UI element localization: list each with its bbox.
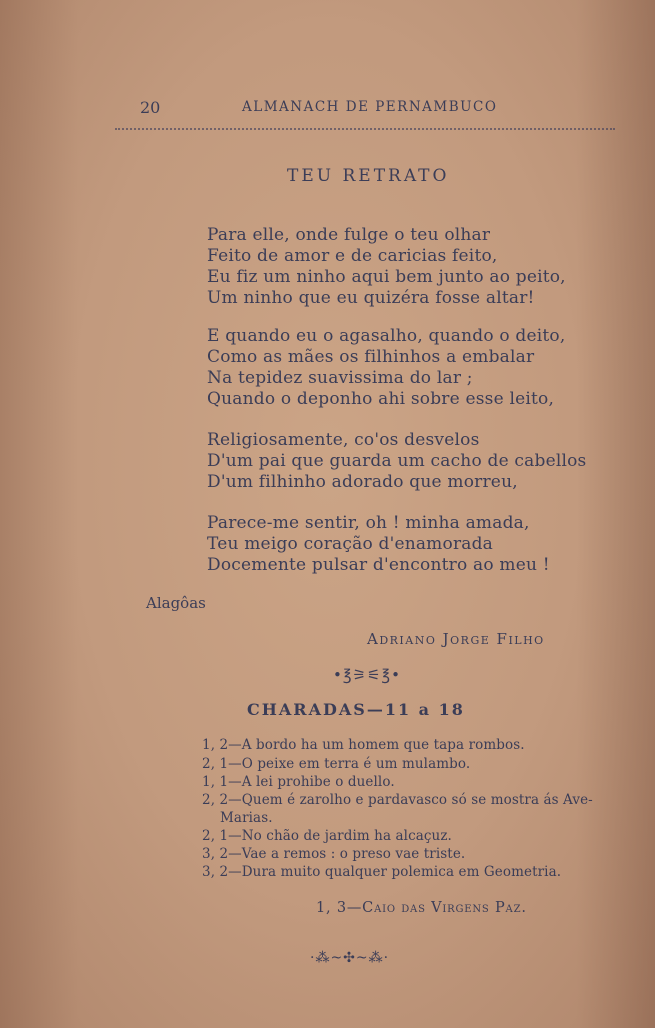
charade-item-continued: Marias. xyxy=(220,810,273,826)
verse-line: Para elle, onde fulge o teu olhar xyxy=(207,225,491,245)
poem-title: TEU RETRATO xyxy=(287,166,450,186)
charade-item: 2, 1—O peixe em terra é um mulambo. xyxy=(202,756,471,772)
verse-line: D'um filhinho adorado que morreu, xyxy=(207,472,518,492)
verse-line: Quando o deponho ahi sobre esse leito, xyxy=(207,389,555,409)
charadas-solver: 1, 3—Caio das Virgens Paz. xyxy=(316,900,527,916)
verse-line: D'um pai que guarda um cacho de cabellos xyxy=(207,451,587,471)
page-number: 20 xyxy=(140,98,161,117)
verse-line: Parece-me sentir, oh ! minha amada, xyxy=(207,513,530,533)
verse-line: Docemente pulsar d'encontro ao meu ! xyxy=(207,555,550,575)
verse-line: Eu fiz um ninho aqui bem junto ao peito, xyxy=(207,267,566,287)
header-rule xyxy=(115,128,615,130)
verse-line: Feito de amor e de caricias feito, xyxy=(207,246,498,266)
charade-item: 2, 1—No chão de jardim ha alcaçuz. xyxy=(202,828,452,844)
verse-line: Na tepidez suavissima do lar ; xyxy=(207,368,473,388)
charade-item: 3, 2—Dura muito qualquer polemica em Geometria. xyxy=(202,864,562,880)
charade-item: 1, 2—A bordo ha um homem que tapa rombos. xyxy=(202,737,525,753)
end-ornament: ·⁂~✣~⁂· xyxy=(310,950,390,966)
verse-line: Um ninho que eu quizéra fosse altar! xyxy=(207,288,535,308)
verse-line: E quando eu o agasalho, quando o deito, xyxy=(207,326,566,346)
charade-item: 1, 1—A lei prohibe o duello. xyxy=(202,774,395,790)
running-title: ALMANACH DE PERNAMBUCO xyxy=(242,99,498,115)
charade-item: 3, 2—Vae a remos : o preso vae triste. xyxy=(202,846,466,862)
poem-place: Alagôas xyxy=(146,594,206,612)
verse-line: Como as mães os filhinhos a embalar xyxy=(207,347,535,367)
poem-author: Adriano Jorge Filho xyxy=(367,630,545,648)
verse-line: Teu meigo coração d'enamorada xyxy=(207,534,494,554)
ornament-divider: •℥⚞⚟℥• xyxy=(333,666,401,684)
verse-line: Religiosamente, co'os desvelos xyxy=(207,430,480,450)
charadas-title: CHARADAS—11 a 18 xyxy=(247,700,465,719)
charade-item: 2, 2—Quem é zarolho e pardavasco só se mostra ás Ave- xyxy=(202,792,593,808)
